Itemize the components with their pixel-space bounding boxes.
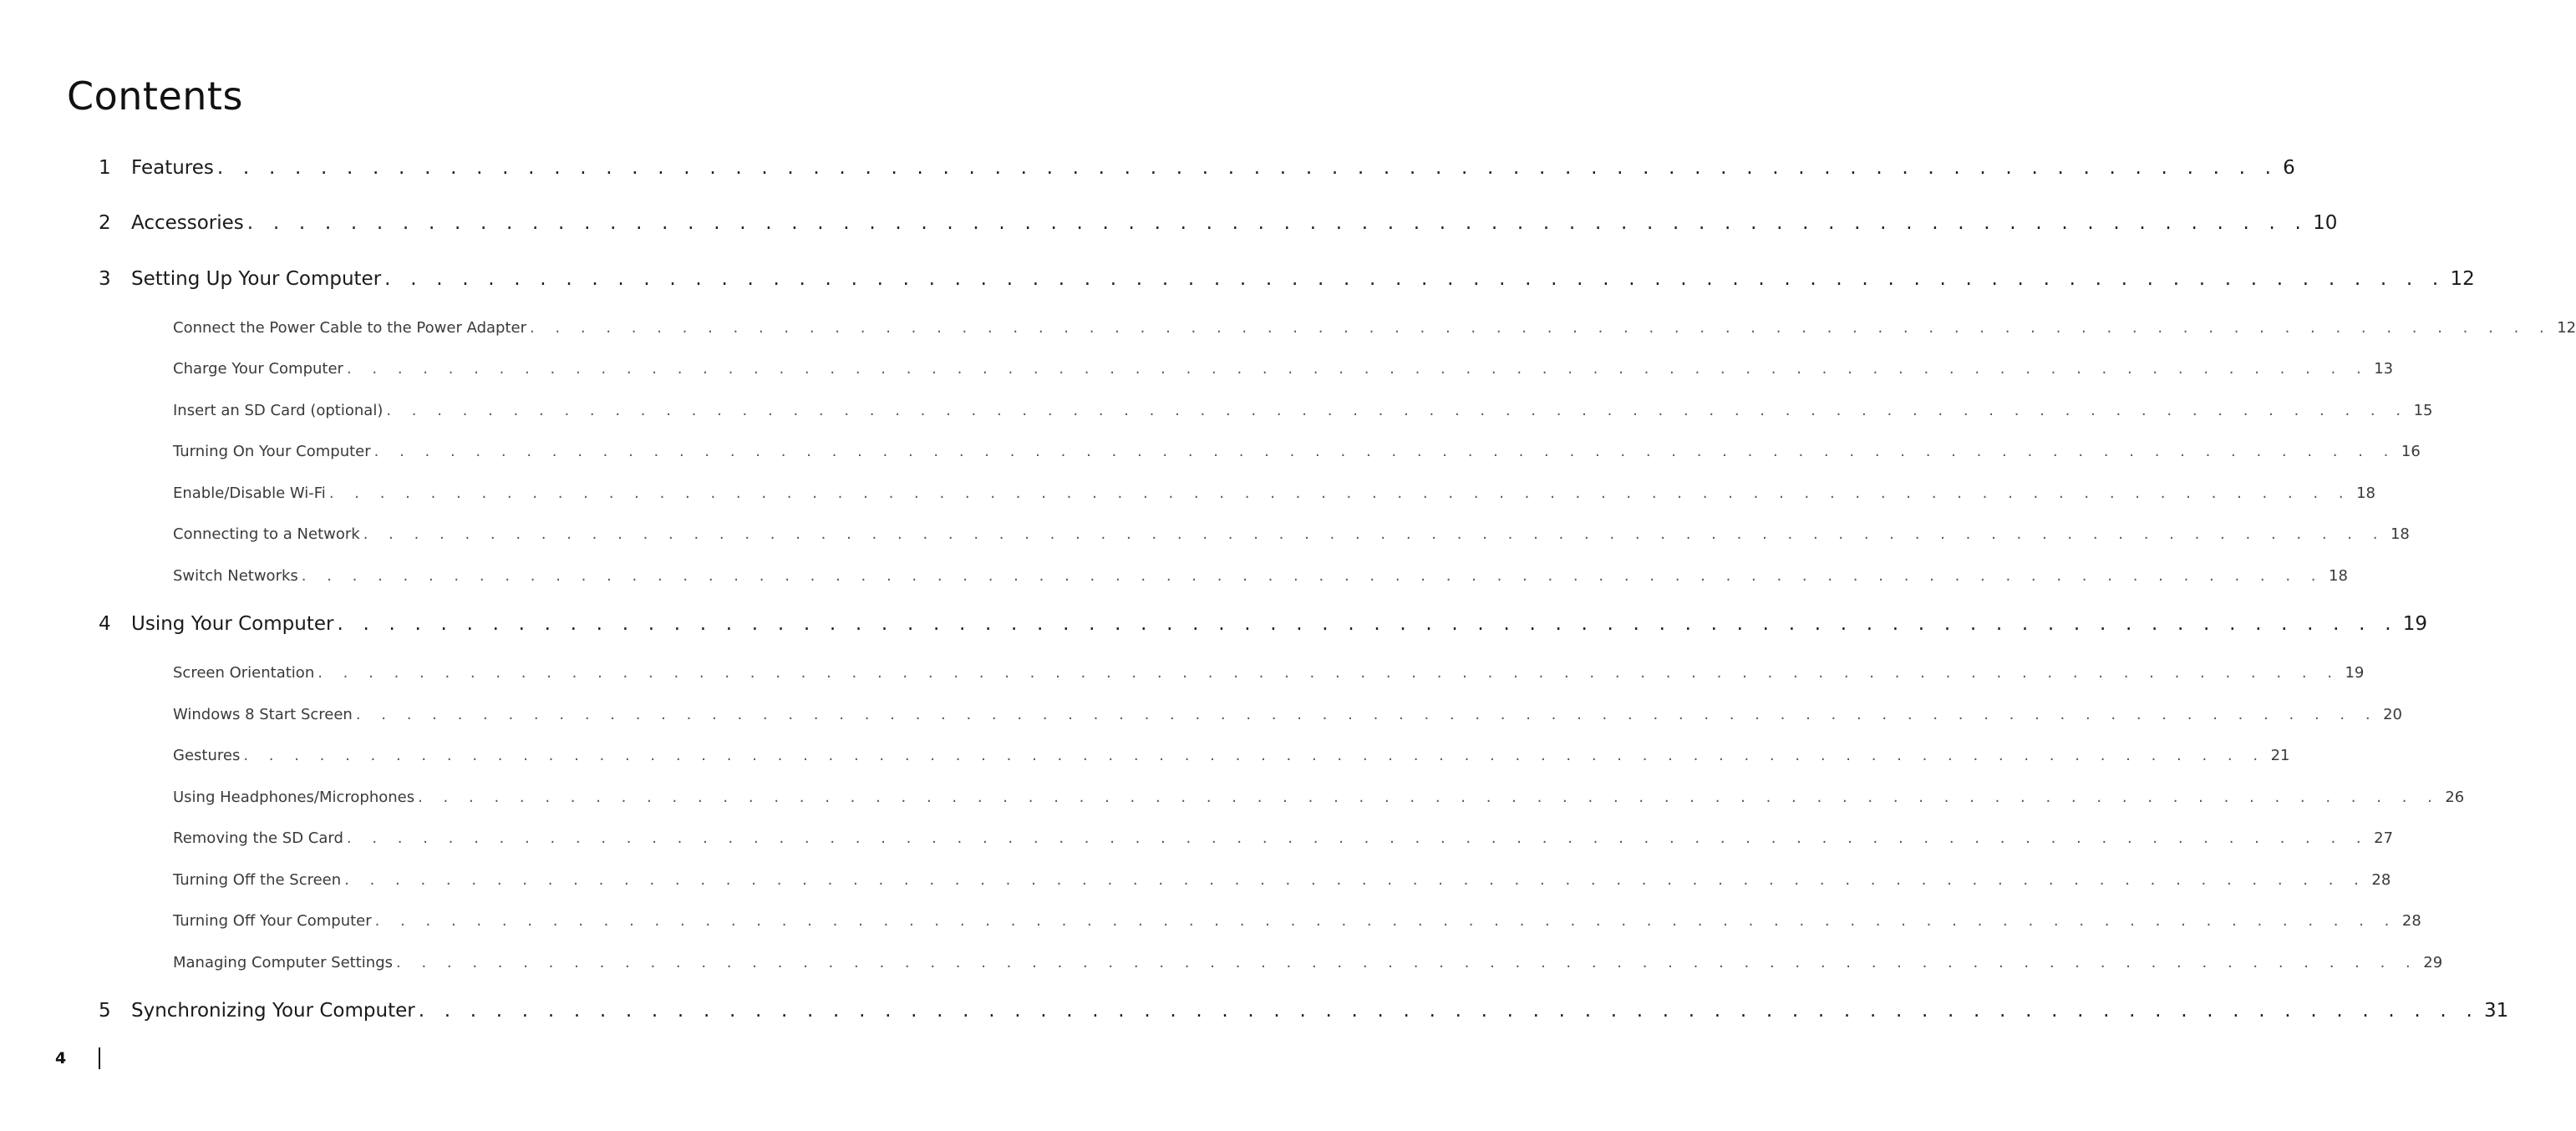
toc-chapter-5[interactable] <box>99 1000 2509 1028</box>
toc-section[interactable] <box>173 567 2348 589</box>
toc-section[interactable] <box>173 484 2375 506</box>
section-page-number[interactable]: 16 <box>2401 443 2421 460</box>
section-title[interactable]: Charge Your Computer <box>173 360 343 378</box>
section-title[interactable]: Turning On Your Computer <box>173 443 371 460</box>
toc-section[interactable] <box>173 706 2402 728</box>
chapter-title[interactable]: Features <box>131 157 214 179</box>
dot-leader: . . . . . . . . . . . . . . . . . . . . . . . . . . . . . . . . . . . . . . . . . . . . . . . . . . . . . . . . . . . . . . . . . . . . . . . . . . . . . . . . <box>246 212 2309 234</box>
chapter-title[interactable]: Setting Up Your Computer <box>131 268 382 290</box>
toc-section[interactable] <box>173 664 2365 686</box>
section-title[interactable]: Gestures <box>173 747 241 764</box>
dot-leader: . . . . . . . . . . . . . . . . . . . . . . . . . . . . . . . . . . . . . . . . . . . . . . . . . . . . . . . . . . . . . . . . . . . . . . . . . . . . . . . . <box>346 829 2370 847</box>
section-title[interactable]: Windows 8 Start Screen <box>173 706 353 723</box>
toc-section[interactable] <box>173 912 2421 934</box>
section-page-number[interactable]: 18 <box>2329 567 2348 585</box>
section-page-number[interactable]: 12 <box>2557 319 2576 337</box>
section-page-number[interactable]: 18 <box>2356 484 2375 502</box>
section-title[interactable]: Switch Networks <box>173 567 298 585</box>
chapter-number: 4 <box>99 613 111 635</box>
chapter-title[interactable]: Accessories <box>131 212 244 234</box>
toc-section[interactable] <box>173 871 2391 893</box>
dot-leader: . . . . . . . . . . . . . . . . . . . . . . . . . . . . . . . . . . . . . . . . . . . . . . . . . . . . . . . . . . . . . . . . . . . . . . . . . . . . . . . . <box>373 443 2396 460</box>
section-title[interactable]: Connecting to a Network <box>173 525 360 543</box>
dot-leader: . . . . . . . . . . . . . . . . . . . . . . . . . . . . . . . . . . . . . . . . . . . . . . . . . . . . . . . . . . . . . . . . . . . . . . . . . . . . . . . . <box>216 157 2279 179</box>
dot-leader: . . . . . . . . . . . . . . . . . . . . . . . . . . . . . . . . . . . . . . . . . . . . . . . . . . . . . . . . . . . . . . . . . . . . . . . . . . . . . . . . <box>318 664 2340 682</box>
section-title[interactable]: Connect the Power Cable to the Power Adapter <box>173 319 526 337</box>
section-title[interactable]: Screen Orientation <box>173 664 315 682</box>
toc-section[interactable] <box>173 747 2290 768</box>
dot-leader: . . . . . . . . . . . . . . . . . . . . . . . . . . . . . . . . . . . . . . . . . . . . . . . . . . . . . . . . . . . . . . . . . . . . . . . . . . . . . . . . <box>337 613 2398 635</box>
section-page-number[interactable]: 20 <box>2383 706 2402 723</box>
toc-section[interactable] <box>173 360 2394 382</box>
section-page-number[interactable]: 29 <box>2423 954 2443 971</box>
chapter-number: 2 <box>99 212 111 234</box>
toc-chapter-2[interactable] <box>99 212 2338 241</box>
section-title[interactable]: Removing the SD Card <box>173 829 343 847</box>
dot-leader: . . . . . . . . . . . . . . . . . . . . . . . . . . . . . . . . . . . . . . . . . . . . . . . . . . . . . . . . . . . . . . . . . . . . . . . . . . . . . . . . <box>363 525 2385 543</box>
toc-chapter-1[interactable] <box>99 157 2295 185</box>
section-title[interactable]: Enable/Disable Wi-Fi <box>173 484 326 502</box>
dot-leader: . . . . . . . . . . . . . . . . . . . . . . . . . . . . . . . . . . . . . . . . . . . . . . . . . . . . . . . . . . . . . . . . . . . . . . . . . . . . . . . . <box>418 789 2441 806</box>
chapter-page-number[interactable]: 10 <box>2313 212 2338 234</box>
dot-leader: . . . . . . . . . . . . . . . . . . . . . . . . . . . . . . . . . . . . . . . . . . . . . . . . . . . . . . . . . . . . . . . . . . . . . . . . . . . . . . . . <box>344 871 2367 889</box>
section-title[interactable]: Turning Off Your Computer <box>173 912 372 930</box>
section-page-number[interactable]: 13 <box>2374 360 2394 378</box>
section-page-number[interactable]: 19 <box>2345 664 2365 682</box>
page-number: 4 <box>55 1049 67 1068</box>
toc-section[interactable] <box>173 402 2433 423</box>
dot-leader: . . . . . . . . . . . . . . . . . . . . . . . . . . . . . . . . . . . . . . . . . . . . . . . . . . . . . . . . . . . . . . . . . . . . . . . . . . . . . . . . <box>396 954 2419 971</box>
dot-leader: . . . . . . . . . . . . . . . . . . . . . . . . . . . . . . . . . . . . . . . . . . . . . . . . . . . . . . . . . . . . . . . . . . . . . . . . . . . . . . . . <box>328 484 2352 502</box>
chapter-page-number[interactable]: 19 <box>2402 613 2427 635</box>
section-page-number[interactable]: 15 <box>2413 402 2433 419</box>
section-title[interactable]: Managing Computer Settings <box>173 954 394 971</box>
section-page-number[interactable]: 27 <box>2374 829 2394 847</box>
section-title[interactable]: Turning Off the Screen <box>173 871 342 889</box>
chapter-number: 5 <box>99 1000 111 1022</box>
page-title: Contents <box>67 74 243 119</box>
dot-leader: . . . . . . . . . . . . . . . . . . . . . . . . . . . . . . . . . . . . . . . . . . . . . . . . . . . . . . . . . . . . . . . . . . . . . . . . . . . . . . . . <box>374 912 2397 930</box>
dot-leader: . . . . . . . . . . . . . . . . . . . . . . . . . . . . . . . . . . . . . . . . . . . . . . . . . . . . . . . . . . . . . . . . . . . . . . . . . . . . . . . . <box>418 1000 2479 1022</box>
chapter-number: 3 <box>99 268 111 290</box>
section-page-number[interactable]: 26 <box>2445 789 2465 806</box>
section-page-number[interactable]: 28 <box>2401 912 2421 930</box>
chapter-title[interactable]: Using Your Computer <box>131 613 334 635</box>
section-title[interactable]: Using Headphones/Microphones <box>173 789 415 806</box>
dot-leader: . . . . . . . . . . . . . . . . . . . . . . . . . . . . . . . . . . . . . . . . . . . . . . . . . . . . . . . . . . . . . . . . . . . . . . . . . . . . . . . . <box>243 747 2266 764</box>
toc-section[interactable] <box>173 789 2465 810</box>
dot-leader: . . . . . . . . . . . . . . . . . . . . . . . . . . . . . . . . . . . . . . . . . . . . . . . . . . . . . . . . . . . . . . . . . . . . . . . . . . . . . . . . <box>355 706 2379 723</box>
dot-leader: . . . . . . . . . . . . . . . . . . . . . . . . . . . . . . . . . . . . . . . . . . . . . . . . . . . . . . . . . . . . . . . . . . . . . . . . . . . . . . . . <box>384 268 2446 290</box>
section-title[interactable]: Insert an SD Card (optional) <box>173 402 384 419</box>
section-page-number[interactable]: 28 <box>2371 871 2391 889</box>
dot-leader: . . . . . . . . . . . . . . . . . . . . . . . . . . . . . . . . . . . . . . . . . . . . . . . . . . . . . . . . . . . . . . . . . . . . . . . . . . . . . . . . <box>386 402 2409 419</box>
toc-section[interactable] <box>173 319 2576 341</box>
footer-divider <box>99 1047 100 1069</box>
toc-section[interactable] <box>173 954 2443 976</box>
chapter-number: 1 <box>99 157 111 179</box>
toc-chapter-4[interactable] <box>99 613 2427 642</box>
toc-chapter-3[interactable] <box>99 268 2475 297</box>
section-page-number[interactable]: 18 <box>2390 525 2410 543</box>
chapter-title[interactable]: Synchronizing Your Computer <box>131 1000 415 1022</box>
chapter-page-number[interactable]: 31 <box>2483 1000 2509 1022</box>
toc-section[interactable] <box>173 443 2421 464</box>
toc-section[interactable] <box>173 829 2394 851</box>
dot-leader: . . . . . . . . . . . . . . . . . . . . . . . . . . . . . . . . . . . . . . . . . . . . . . . . . . . . . . . . . . . . . . . . . . . . . . . . . . . . . . . . <box>529 319 2553 337</box>
toc-section[interactable] <box>173 525 2410 547</box>
dot-leader: . . . . . . . . . . . . . . . . . . . . . . . . . . . . . . . . . . . . . . . . . . . . . . . . . . . . . . . . . . . . . . . . . . . . . . . . . . . . . . . . <box>346 360 2370 378</box>
dot-leader: . . . . . . . . . . . . . . . . . . . . . . . . . . . . . . . . . . . . . . . . . . . . . . . . . . . . . . . . . . . . . . . . . . . . . . . . . . . . . . . . <box>301 567 2324 585</box>
section-page-number[interactable]: 21 <box>2270 747 2290 764</box>
chapter-page-number[interactable]: 6 <box>2283 157 2295 179</box>
chapter-page-number[interactable]: 12 <box>2450 268 2475 290</box>
